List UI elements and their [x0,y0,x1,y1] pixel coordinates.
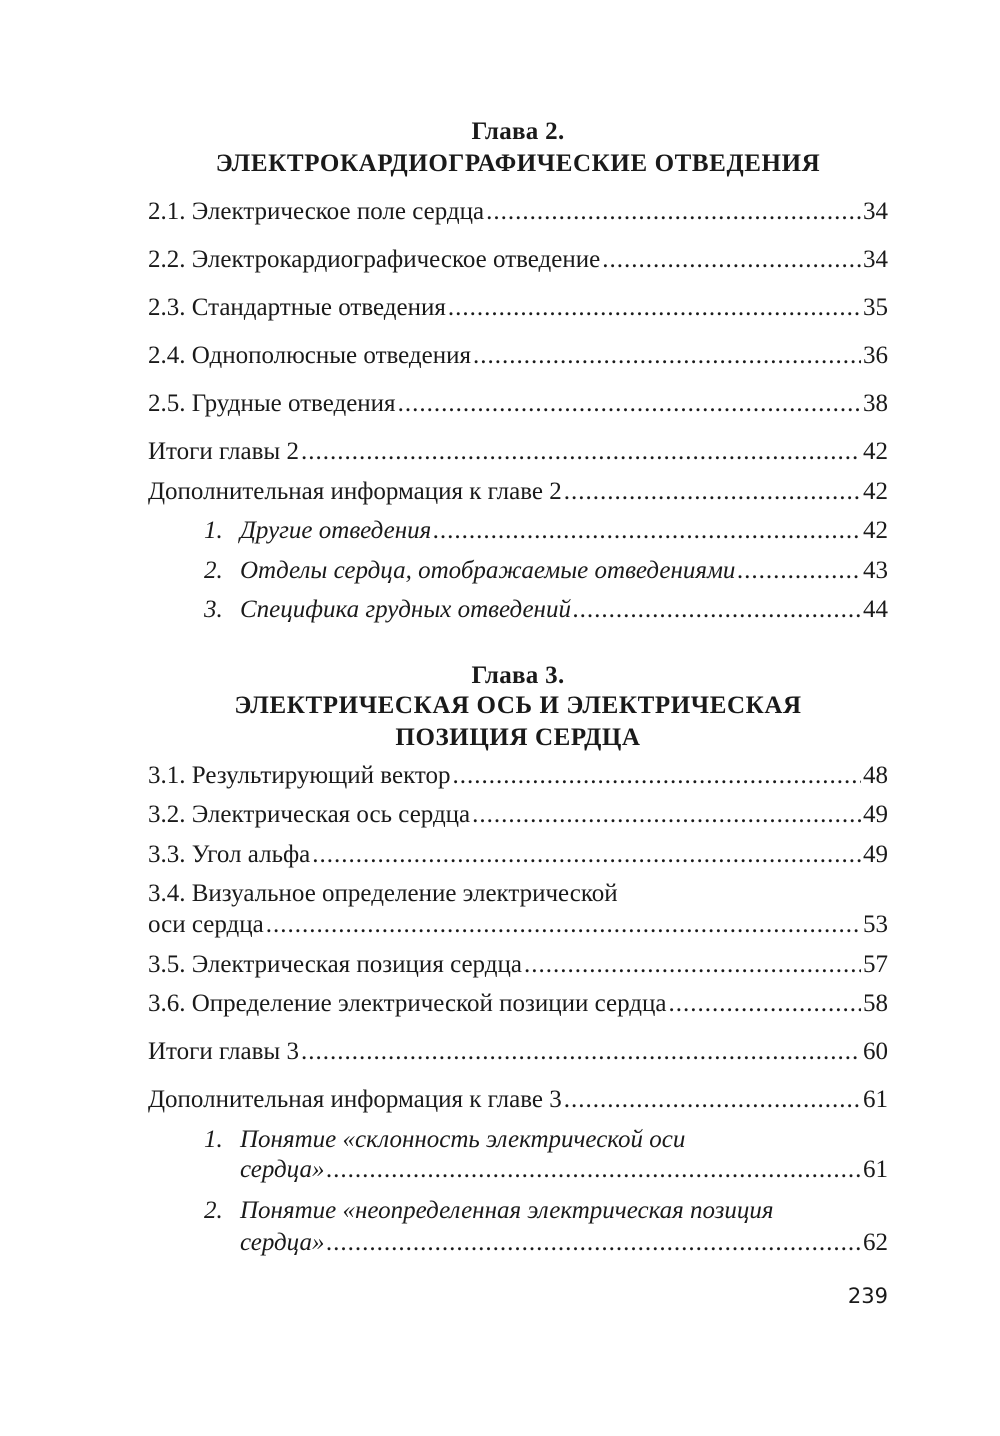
dot-leader [486,197,861,227]
toc-entry-title: Однополюсные отведения [191,342,471,369]
toc-entry-page: 57 [863,951,888,978]
toc-entry-page: 35 [863,294,888,321]
toc-entry-title: Стандартные отведения [191,294,446,321]
toc-entry-2-5[interactable] [148,389,888,419]
toc-entry-title: Угол альфа [191,841,311,868]
dot-leader [312,840,861,870]
toc-entry-3-4-line-1[interactable] [148,879,618,909]
dot-leader [327,1155,862,1185]
toc-subentry-3-extra-2-line-1[interactable] [204,1196,774,1226]
dot-leader [669,989,862,1019]
toc-entry-extra-3[interactable] [148,1085,888,1115]
dot-leader [398,389,861,419]
toc-entry-number: 2.1. [148,198,186,225]
toc-entry-title: Специфика грудных отведений [240,596,571,623]
toc-entry-title: Дополнительная информация к главе 2 [148,478,562,505]
toc-entry-summary-2[interactable] [148,437,888,467]
dot-leader [433,516,861,546]
toc-entry-title: Понятие «склонность электрической оси [240,1126,686,1153]
page-number: 239 [847,1284,888,1308]
dot-leader [602,245,861,275]
chapter-2-title: ЭЛЕКТРОКАРДИОГРАФИЧЕСКИЕ ОТВЕДЕНИЯ [215,150,821,177]
toc-entry-page: 42 [863,478,888,505]
toc-entry-2-1[interactable] [148,197,888,227]
toc-entry-title-continuation: сердца» [240,1229,325,1256]
toc-entry-title: Итоги главы 2 [148,438,299,465]
dot-leader [524,950,861,980]
toc-entry-summary-3[interactable] [148,1037,888,1067]
toc-entry-title: Электрическое поле сердца [191,198,485,225]
toc-entry-title: Электрическая ось сердца [191,801,471,828]
toc-entry-title: Понятие «неопределенная электрическая позиция [240,1197,774,1224]
toc-entry-page: 42 [863,438,888,465]
toc-entry-3-6[interactable] [148,989,888,1019]
dot-leader [573,595,861,625]
toc-entry-number: 3. [204,596,223,623]
toc-entry-title: Определение электрической позиции сердца [191,990,667,1017]
toc-entry-title: Итоги главы 3 [148,1038,299,1065]
toc-entry-page: 60 [863,1038,888,1065]
dot-leader [327,1228,862,1258]
toc-entry-number: 3.3. [148,841,186,868]
toc-subentry-3-extra-1-line-1[interactable] [204,1125,685,1155]
toc-entry-number: 3.5. [148,951,186,978]
dot-leader [448,293,861,323]
toc-entry-page: 62 [863,1229,888,1256]
dot-leader [301,1037,861,1067]
chapter-3-label: Глава 3. [471,662,565,689]
toc-entry-3-2[interactable] [148,800,888,830]
toc-entry-number: 2.2. [148,246,186,273]
toc-entry-3-5[interactable] [148,950,888,980]
toc-entry-page: 49 [863,841,888,868]
toc-entry-page: 49 [863,801,888,828]
toc-entry-title: Отделы сердца, отображаемые отведениями [240,557,736,584]
toc-entry-page: 34 [863,246,888,273]
toc-subentry-3-extra-2[interactable] [240,1228,888,1258]
toc-entry-title: Грудные отведения [191,390,396,417]
toc-entry-page: 53 [863,911,888,938]
dot-leader [472,800,861,830]
dot-leader [737,556,861,586]
dot-leader [301,437,861,467]
chapter-3-title-line-2: ПОЗИЦИЯ СЕРДЦА [395,724,641,751]
toc-entry-number: 2. [204,1197,223,1224]
toc-entry-number: 2.3. [148,294,186,321]
dot-leader [564,1085,861,1115]
toc-entry-page: 48 [863,762,888,789]
toc-subentry-3-extra-1[interactable] [240,1155,888,1185]
toc-entry-page: 38 [863,390,888,417]
toc-entry-title: Визуальное определение электрической [191,880,618,907]
toc-entry-number: 2.4. [148,342,186,369]
toc-entry-2-4[interactable] [148,341,888,371]
toc-entry-page: 43 [863,557,888,584]
toc-entry-title-continuation: оси сердца [148,911,264,938]
toc-entry-number: 1. [204,517,223,544]
toc-entry-title: Другие отведения [240,517,432,544]
dot-leader [564,477,861,507]
toc-entry-title: Результирующий вектор [191,762,451,789]
toc-entry-extra-2[interactable] [148,477,888,507]
toc-entry-title-continuation: сердца» [240,1156,325,1183]
dot-leader [473,341,861,371]
toc-entry-page: 36 [863,342,888,369]
toc-entry-3-3[interactable] [148,840,888,870]
toc-entry-number: 3.1. [148,762,186,789]
toc-entry-2-2[interactable] [148,245,888,275]
toc-entry-page: 34 [863,198,888,225]
dot-leader [266,910,861,940]
toc-entry-page: 44 [863,596,888,623]
toc-entry-3-4[interactable] [148,910,888,940]
toc-entry-number: 3.6. [148,990,186,1017]
toc-entry-3-1[interactable] [148,761,888,791]
toc-subentry-2-extra-2[interactable] [204,556,888,586]
toc-entry-page: 61 [863,1086,888,1113]
dot-leader [452,761,861,791]
toc-subentry-2-extra-1[interactable] [204,516,888,546]
toc-entry-page: 42 [863,517,888,544]
toc-subentry-2-extra-3[interactable] [204,595,888,625]
toc-entry-page: 61 [863,1156,888,1183]
toc-entry-title: Электрическая позиция сердца [191,951,522,978]
chapter-3-title-line-1: ЭЛЕКТРИЧЕСКАЯ ОСЬ И ЭЛЕКТРИЧЕСКАЯ [234,692,802,719]
toc-entry-page: 58 [863,990,888,1017]
toc-entry-2-3[interactable] [148,293,888,323]
toc-entry-number: 3.4. [148,880,186,907]
toc-entry-number: 3.2. [148,801,186,828]
toc-entry-number: 1. [204,1126,223,1153]
toc-entry-title: Электрокардиографическое отведение [191,246,601,273]
toc-entry-number: 2. [204,557,223,584]
chapter-2-label: Глава 2. [471,118,565,145]
toc-entry-title: Дополнительная информация к главе 3 [148,1086,562,1113]
toc-entry-number: 2.5. [148,390,186,417]
